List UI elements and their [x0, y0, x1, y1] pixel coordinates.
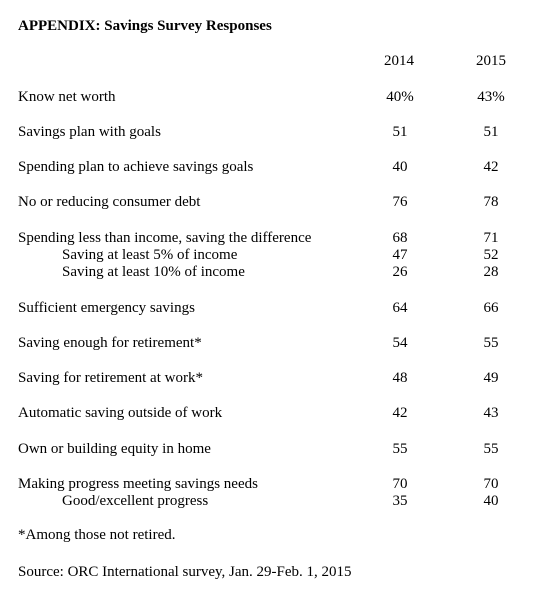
- row-label: Savings plan with goals: [18, 124, 161, 140]
- row-label: Saving enough for retirement*: [18, 335, 202, 351]
- table-row: [0, 369, 556, 387]
- value-2014: 35: [392, 493, 408, 509]
- row-label: No or reducing consumer debt: [18, 194, 201, 210]
- value-2015: 71: [483, 230, 499, 246]
- value-2014: 51: [392, 124, 408, 140]
- value-2014: 54: [392, 335, 408, 351]
- table-row: [0, 334, 556, 352]
- row-label: Know net worth: [18, 89, 116, 105]
- table-row: [0, 246, 556, 264]
- source-note: Source: ORC International survey, Jan. 29-Feb. 1, 2015: [18, 564, 352, 580]
- value-2014: 47: [392, 247, 408, 263]
- table-row: [0, 123, 556, 141]
- value-2014: 40%: [386, 89, 414, 105]
- row-label: Saving for retirement at work*: [18, 370, 203, 386]
- row-label: Own or building equity in home: [18, 441, 211, 457]
- value-2015: 28: [483, 264, 499, 280]
- table-row: [0, 440, 556, 458]
- value-2015: 40: [483, 493, 499, 509]
- column-header-2014: 2014: [384, 53, 414, 69]
- row-label: Saving at least 5% of income: [62, 247, 238, 263]
- value-2014: 48: [392, 370, 408, 386]
- value-2015: 43%: [477, 89, 505, 105]
- table-row: [0, 404, 556, 422]
- table-row: [0, 263, 556, 281]
- table-row: [0, 88, 556, 106]
- row-label: Spending less than income, saving the difference: [18, 230, 312, 246]
- value-2015: 51: [483, 124, 499, 140]
- value-2015: 43: [483, 405, 499, 421]
- row-label: Good/excellent progress: [62, 493, 209, 509]
- table-row: [0, 158, 556, 176]
- value-2014: 40: [392, 159, 408, 175]
- appendix-title: APPENDIX: Savings Survey Responses: [18, 18, 272, 34]
- value-2014: 55: [392, 441, 408, 457]
- value-2014: 76: [392, 194, 408, 210]
- value-2015: 55: [483, 441, 499, 457]
- table-row: [0, 475, 556, 493]
- column-header-2015: 2015: [476, 53, 506, 69]
- footnote: *Among those not retired.: [18, 527, 176, 543]
- value-2015: 42: [483, 159, 499, 175]
- value-2015: 52: [483, 247, 499, 263]
- table-row: [0, 229, 556, 247]
- table-row: [0, 193, 556, 211]
- row-label: Spending plan to achieve savings goals: [18, 159, 254, 175]
- value-2014: 64: [392, 300, 408, 316]
- table-row: [0, 492, 556, 510]
- row-label: Sufficient emergency savings: [18, 300, 195, 316]
- value-2015: 66: [483, 300, 499, 316]
- value-2014: 26: [392, 264, 408, 280]
- value-2015: 55: [483, 335, 499, 351]
- value-2014: 68: [392, 230, 408, 246]
- row-label: Making progress meeting savings needs: [18, 476, 258, 492]
- row-label: Automatic saving outside of work: [18, 405, 223, 421]
- value-2015: 49: [483, 370, 499, 386]
- value-2014: 70: [392, 476, 408, 492]
- value-2014: 42: [392, 405, 408, 421]
- row-label: Saving at least 10% of income: [62, 264, 245, 280]
- value-2015: 70: [483, 476, 499, 492]
- table-row: [0, 299, 556, 317]
- value-2015: 78: [483, 194, 499, 210]
